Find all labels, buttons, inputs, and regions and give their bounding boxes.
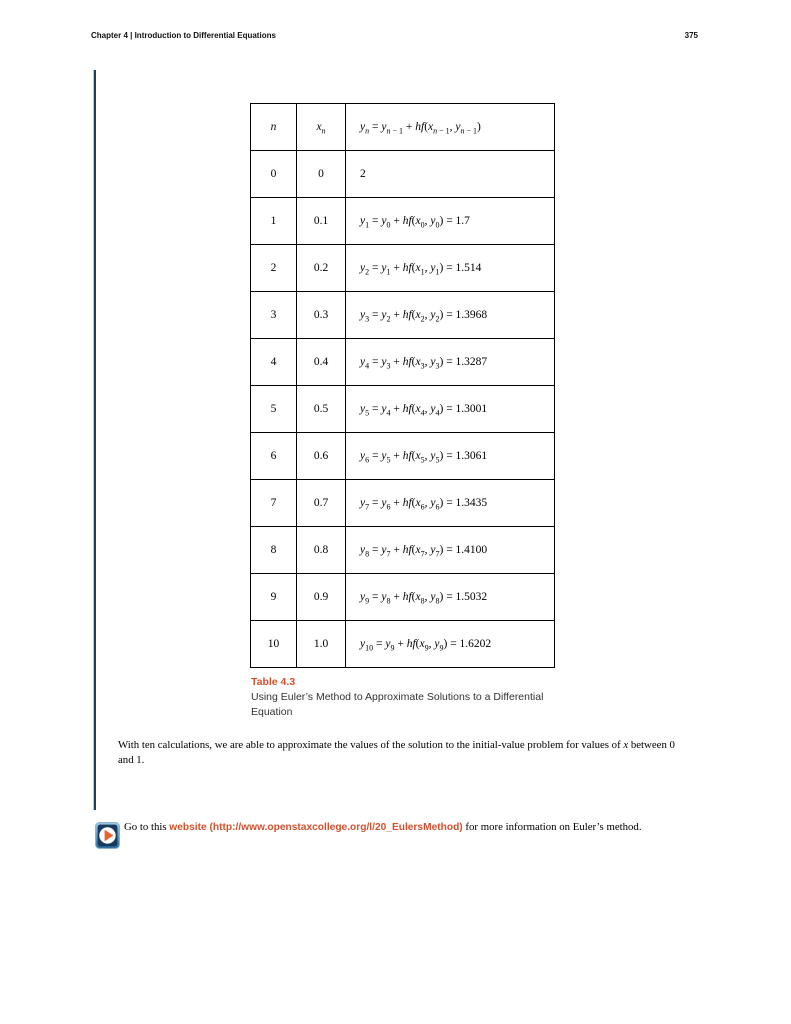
cell-n: 6 (251, 433, 297, 480)
cell-x: 0.2 (297, 245, 346, 292)
cell-formula: $y_4 = y_3 + hf(x_3$, $y_3) = 1.3287$ (346, 339, 555, 386)
cell-x: 0.6 (297, 433, 346, 480)
cell-x: 0.3 (297, 292, 346, 339)
euler-table-body (251, 151, 555, 668)
chapter-title: Chapter 4 | Introduction to Differential Equations (91, 31, 276, 40)
section-vertical-rule (93, 70, 96, 810)
table-row (251, 621, 555, 668)
table-caption-text: Using Euler’s Method to Approximate Solutions to a Differential Equation (251, 691, 544, 718)
cell-formula: $y_8 = y_7 + hf(x_7$, $y_7) = 1.4100$ (346, 527, 555, 574)
running-header (91, 31, 698, 40)
media-note (95, 820, 697, 836)
euler-table (250, 103, 555, 668)
paragraph-math-var: x (623, 739, 629, 751)
cell-n: 4 (251, 339, 297, 386)
table-caption-label: Table 4.3 (251, 676, 296, 688)
table-row (251, 574, 555, 621)
cell-x: 0.5 (297, 386, 346, 433)
table-row (251, 151, 555, 198)
cell-n: 1 (251, 198, 297, 245)
cell-x: 0.4 (297, 339, 346, 386)
cell-n: 3 (251, 292, 297, 339)
cell-formula: $y_6 = y_5 + hf(x_5$, $y_5) = 1.3061$ (346, 433, 555, 480)
cell-formula: $y_3 = y_2 + hf(x_2$, $y_2) = 1.3968$ (346, 292, 555, 339)
column-header: $x_n$ (297, 104, 346, 151)
table-caption (251, 675, 551, 720)
cell-formula: $y_5 = y_4 + hf(x_4$, $y_4) = 1.3001$ (346, 386, 555, 433)
play-media-icon[interactable] (95, 822, 120, 849)
cell-formula: 2 (346, 151, 555, 198)
table-row (251, 339, 555, 386)
cell-n: 8 (251, 527, 297, 574)
table-row (251, 292, 555, 339)
cell-formula: $y_1 = y_0 + hf(x_0$, $y_0) = 1.7$ (346, 198, 555, 245)
cell-formula: $y_2 = y_1 + hf(x_1$, $y_1) = 1.514$ (346, 245, 555, 292)
paragraph-text: between 0 and 1. (118, 739, 675, 766)
table-header-row (251, 104, 555, 151)
column-header: $y_n = y_{n - 1} + hf(x_{n - 1}$, $y_{n - 1}$) (346, 104, 555, 151)
table-row (251, 433, 555, 480)
cell-n: 7 (251, 480, 297, 527)
table-row (251, 198, 555, 245)
table-row (251, 245, 555, 292)
column-header: n (251, 104, 297, 151)
table-row (251, 386, 555, 433)
cell-x: 0.8 (297, 527, 346, 574)
cell-formula: $y_7 = y_6 + hf(x_6$, $y_6) = 1.3435$ (346, 480, 555, 527)
cell-n: 0 (251, 151, 297, 198)
media-note-suffix: for more information on Euler’s method. (462, 821, 642, 833)
table-wrap (250, 103, 555, 668)
page-number: 375 (684, 31, 698, 40)
cell-x: 0.7 (297, 480, 346, 527)
table-row (251, 480, 555, 527)
cell-x: 1.0 (297, 621, 346, 668)
table-row (251, 527, 555, 574)
euler-table-head (251, 104, 555, 151)
media-note-prefix: Go to this (124, 821, 170, 833)
cell-formula: $y_9 = y_8 + hf(x_8$, $y_8) = 1.5032$ (346, 574, 555, 621)
paragraph-text: With ten calculations, we are able to approximate the values of the solution to the initial-value problem for values of (118, 739, 624, 751)
media-website-link[interactable]: website (http://www.openstaxcollege.org/l/20_EulersMethod) (169, 822, 463, 833)
cell-formula: $y_{10} = y_9 + hf(x_9$, $y_9) = 1.6202$ (346, 621, 555, 668)
cell-x: 0.9 (297, 574, 346, 621)
cell-n: 5 (251, 386, 297, 433)
paragraph (118, 738, 680, 768)
cell-n: 9 (251, 574, 297, 621)
cell-x: 0.1 (297, 198, 346, 245)
media-note-text (124, 820, 697, 836)
cell-n: 10 (251, 621, 297, 668)
cell-x: 0 (297, 151, 346, 198)
cell-n: 2 (251, 245, 297, 292)
